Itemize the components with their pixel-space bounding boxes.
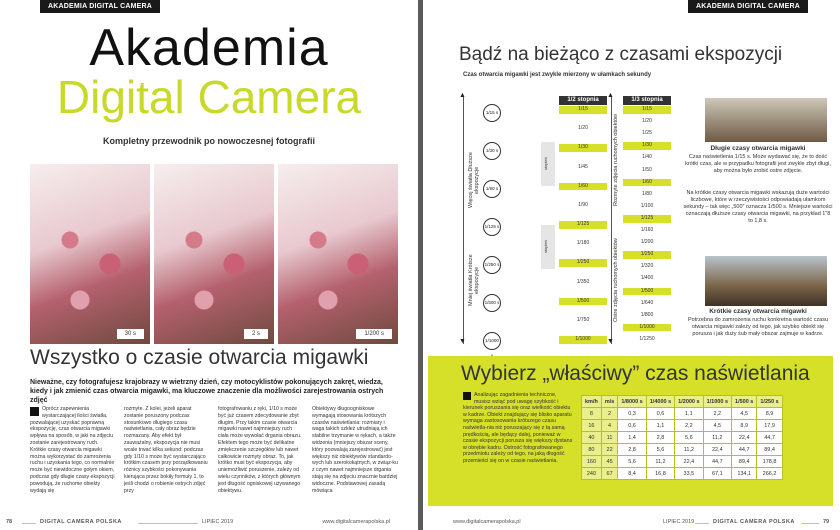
- table-header-cell: 1/500 s: [732, 396, 757, 408]
- table-cell: 4: [601, 420, 617, 432]
- table-cell: 4,5: [732, 408, 757, 420]
- half-stop-value: 1/30: [559, 144, 607, 152]
- table-cell: 11,2: [646, 456, 674, 468]
- lead-text: Nieważne, czy fotografujesz krajobrazy w wietrzny dzień, czy motocyklistów pokonujących zakręt, wiedza, kiedy i jak zmienić czas otwarcia migawki, ma kluczowe znaczenie dla możliwości zarejestrowania ostrych zdjęć: [30, 379, 384, 404]
- right-page: [423, 0, 840, 530]
- drop-square: [463, 392, 471, 400]
- header-third-stop: 1/3 stopnia: [623, 96, 671, 105]
- section-header: AKADEMIA DIGITAL CAMERA: [40, 0, 160, 13]
- third-stop-value: 1/40: [623, 154, 671, 162]
- half-stop-value: 1/15: [559, 106, 607, 114]
- subtitle: Kompletny przewodnik po nowoczesnej fotografii: [102, 136, 315, 146]
- table-cell: 11,2: [675, 444, 703, 456]
- half-stop-value: 1/350: [559, 279, 607, 287]
- photo-2: [154, 164, 274, 344]
- table-header-cell: km/h: [582, 396, 602, 408]
- table-cell: 44,7: [732, 444, 757, 456]
- third-stop-value: 1/100: [623, 203, 671, 211]
- photo-caption: 1/200 s: [356, 329, 392, 339]
- table-header-cell: 1/4000 s: [646, 396, 674, 408]
- body-column-2: rozmyte. Z kolei, jeżeli aparat zostanie poruszony podczas stosunkowo długiego czasu naświetlania, cały obraz będzie rozmazany. Aby efekt był zauważalny, ekspozycja nie musi wcale trwać kilka sekund: podczas gdy 1/10 s może być wystarczająco krótkim czasem przy porządkowaniu różnicy szybkości pokonywania kierująca przez bokiły formuły 1, to jeśli chodzi o robienie ostrych zdjęć przy: [124, 406, 208, 494]
- left-page: [0, 0, 418, 530]
- table-cell: 5,6: [646, 444, 674, 456]
- website: www.digitalcamerapolska.pl: [453, 519, 521, 525]
- footer: [423, 516, 840, 530]
- third-stop-value: 1/125: [623, 215, 671, 223]
- table-cell: 22,4: [732, 432, 757, 444]
- website: www.digitalcamerapolska.pl: [322, 519, 390, 525]
- third-stop-value: 1/1250: [623, 336, 671, 344]
- footer: [0, 516, 418, 530]
- table-cell: 4,5: [703, 420, 731, 432]
- blur-arrow: [611, 96, 612, 344]
- table-cell: 1,1: [646, 420, 674, 432]
- body-column-3: fotografowaniu z ręki, 1/10 s może być już czasem zdecydowanie zbyt długim. Przy takim czasie otwarcia migawki nawet najmniejszy ruch ciała może wywołać drgania obrazu. Efektem tego może być delikatne zmiękczenie szczegółów lub nawet całkowicie rozmyty obraz. To, jak krótko musi być ekspozycja, aby uniemożliwić poruszenie, zależy od wielu czynników, z których głównym jest długość ogniskowej używanego obiektywu.: [218, 406, 302, 494]
- footer-rule: [22, 523, 36, 524]
- table-body: [582, 408, 783, 480]
- table-cell: 67: [601, 468, 617, 480]
- stopwatch-icon: 1/500 s: [483, 294, 501, 312]
- third-stop-value: 1/640: [623, 300, 671, 308]
- table-header-cell: m/s: [601, 396, 617, 408]
- table-cell: 89,4: [732, 456, 757, 468]
- table-header-cell: 1/2000 s: [675, 396, 703, 408]
- band-label: stopień: [543, 157, 548, 171]
- third-stop-value: 1/80: [623, 191, 671, 199]
- exposure-arrow: [463, 96, 464, 344]
- chart-subtitle: Czas otwarcia migawki jest zwykle mierzony w ułamkach sekundy: [463, 72, 652, 78]
- table-cell: 5,6: [618, 456, 646, 468]
- table-cell: 8,9: [757, 408, 782, 420]
- arrow-up-icon: ▲: [459, 92, 466, 99]
- table-cell: 22: [601, 444, 617, 456]
- third-stop-value: 1/15: [623, 106, 671, 114]
- table-cell: 22,4: [703, 444, 731, 456]
- table-cell: 2,8: [618, 444, 646, 456]
- band-label: stopień: [543, 240, 548, 254]
- speed-table: [581, 395, 783, 480]
- table-cell: 134,1: [732, 468, 757, 480]
- long-exposure-title: Długie czasy otwarcia migawki: [710, 145, 806, 152]
- table-row: [582, 468, 783, 480]
- half-stop-value: 1/125: [559, 221, 607, 229]
- footer-rule: [801, 523, 819, 524]
- drop-square: [30, 407, 39, 416]
- half-stop-value: 1/90: [559, 202, 607, 210]
- table-header-row: [582, 396, 783, 408]
- label-more-light: Więcej światła Dłuższe ekspozycje: [468, 152, 480, 208]
- third-stop-value: 1/60: [623, 179, 671, 187]
- note-text: Na krótkie czasy otwarcia migawki wskazują duże wartości liczbowe, które w rzeczywistości odpowiadają ułamkom sekundy – tak więc „500” oznacza 1/500 s. Mniejsze wartości oznaczają dłuższe czasy otwarcia migawki, na przykład 1"8 to 1,8 s.: [683, 190, 833, 224]
- third-stop-value: 1/30: [623, 142, 671, 150]
- table-cell: 33,5: [675, 468, 703, 480]
- table-cell: 16: [582, 420, 602, 432]
- stopwatch-icon: 1/30 s: [483, 142, 501, 160]
- stopwatch-icon: 1/250 s: [483, 256, 501, 274]
- third-stop-value: 1/320: [623, 263, 671, 271]
- table-cell: 16,8: [646, 468, 674, 480]
- table-cell: 17,9: [757, 420, 782, 432]
- header-half-stop: 1/2 stopnia: [559, 96, 607, 105]
- table-cell: 240: [582, 468, 602, 480]
- long-exposure-text: Czas naświetlenia 1/15 s. Może wydawać się, że to dość krótki czas, ale w przypadku fotografii jest zwykle zbyt długi, aby można było zrobić ostre zdjęcie.: [685, 154, 831, 174]
- table-header-cell: 1/1000 s: [703, 396, 731, 408]
- table-cell: 45: [601, 456, 617, 468]
- stopwatch-icon: 1/15 s: [483, 104, 501, 122]
- page-number: 79: [823, 519, 830, 525]
- table-header-cell: 1/8000 s: [618, 396, 646, 408]
- third-stop-value: 1/25: [623, 130, 671, 138]
- body-text: Oprócz zapewnienia wystarczającej ilości światła, pozwalającej uzyskać poprawną ekspozycję, czas otwarcia migawki wpływa na sposób, w jaki na zdjęciu zostanie zarejestrowany ruch. Krótkie czasy otwarcia migawki można wykorzystać do zamrożenia ruchu i uzyskania tego, co normalnie może być niewidoczne gołym okiem, podczas gdy długie czasy ekspozycji powodują, że ruchome obiekty wydają się: [30, 406, 115, 494]
- half-stop-value: 1/180: [559, 240, 607, 248]
- table-cell: 8,4: [618, 468, 646, 480]
- table-row: [582, 432, 783, 444]
- table-cell: 0,6: [618, 420, 646, 432]
- section-heading: Wszystko o czasie otwarcia migawki: [30, 346, 369, 369]
- stopwatch-icon: 1/125 s: [483, 218, 501, 236]
- half-stop-value: 1/20: [559, 125, 607, 133]
- third-stop-value: 1/200: [623, 239, 671, 247]
- table-cell: 1,1: [675, 408, 703, 420]
- table-cell: 11,2: [703, 432, 731, 444]
- table-cell: 0,6: [646, 408, 674, 420]
- arrow-down-icon: ▼: [459, 338, 466, 345]
- panel-text: Analizując zagadnienia techniczne, musisz wziąć pod uwagę szybkość i kierunek poruszania się oraz wielkość obiektu w kadrze. Obiekt znajdujący się blisko aparatu wymaga zastosowania krótszego czasu naświetla-nia niż poruszający się z tą samą prędkością, ale będący dalej, ponieważ w czasie ekspozycji porusza się większy dystans w obrębie kadru. Ostrość fotografowanego przedmiotu zależy od tego, na jaką długość przemieści się on w czasie naświetlania.: [463, 392, 573, 464]
- third-stop-value: 1/160: [623, 227, 671, 235]
- table-cell: 67,1: [703, 468, 731, 480]
- long-exposure-photo: [705, 98, 827, 142]
- magazine-name: DIGITAL CAMERA POLSKA: [713, 519, 795, 525]
- third-stop-value: 1/500: [623, 288, 671, 296]
- table-cell: 2,2: [675, 420, 703, 432]
- short-exposure-text: Potrzebna do zamrożenia ruchu konkretna wartość czasu otwarcia migawki zależy od tego, jak szybko obiekt się porusza i jak duży śub mały obszar zajmuje w kadrze.: [687, 317, 829, 337]
- third-stop-value: 1/250: [623, 251, 671, 259]
- table-cell: 2,8: [646, 432, 674, 444]
- label-less-light: Mniej światła Krótsze ekspozycje: [468, 254, 480, 306]
- section-header: AKADEMIA DIGITAL CAMERA: [688, 0, 808, 13]
- title-line-1: Akademia: [89, 19, 329, 77]
- table-cell: 160: [582, 456, 602, 468]
- table-cell: 178,8: [757, 456, 782, 468]
- table-cell: 8: [582, 408, 602, 420]
- half-stop-value: 1/1000: [559, 336, 607, 344]
- table-cell: 0,3: [618, 408, 646, 420]
- body-column-1: [30, 406, 116, 494]
- photo-3: [278, 164, 398, 344]
- label-blurred: Rozmyte zdjęcia ruchomych obiektów: [613, 114, 619, 207]
- issue-date: LIPIEC 2019: [202, 519, 234, 525]
- short-exposure-photo: [705, 256, 827, 306]
- table-cell: 40: [582, 432, 602, 444]
- table-row: [582, 408, 783, 420]
- arrow-up-icon: ▲: [607, 92, 614, 99]
- table-cell: 1,4: [618, 432, 646, 444]
- table-cell: 8,9: [732, 420, 757, 432]
- table-cell: 44,7: [757, 432, 782, 444]
- half-stop-value: 1/45: [559, 164, 607, 172]
- table-row: [582, 456, 783, 468]
- half-stop-value: 1/250: [559, 259, 607, 267]
- third-stop-value: 1/400: [623, 275, 671, 283]
- footer-rule: [138, 523, 198, 524]
- stopwatch-icon: 1/1000: [483, 332, 501, 350]
- table-cell: 44,7: [703, 456, 731, 468]
- table-row: [582, 444, 783, 456]
- body-column-4: Obiektywy długoogniskowe wymagają stosowania krótszych czasów naświetlania: rozmiary i waga takich szkłeż utrudniają ich stabilne trzymanie w rękach, a także widzenia (mniejszy obszar sceny, który pozwalają zarejestrować) jest większy niż obiektywów standardo-wych lub szerokokątnych, w związ-ku z czym nawet najmniejsze drgania stają się na zdjęciu znacznie bardziej widoczne. Podstawowej zasadą mówiąca: [312, 406, 398, 494]
- photo-1: [30, 164, 150, 344]
- table-header-cell: 1/250 s: [757, 396, 782, 408]
- table-cell: 266,2: [757, 468, 782, 480]
- third-stop-value: 1/50: [623, 167, 671, 175]
- third-stop-value: 1/1000: [623, 324, 671, 332]
- title-line-2: Digital Camera: [56, 71, 362, 123]
- half-stop-value: 1/60: [559, 183, 607, 191]
- panel-title: Wybierz „właściwy” czas naświetlania: [461, 362, 810, 385]
- issue-date: LIPIEC 2019: [663, 519, 695, 525]
- chart-title: Bądź na bieżąco z czasami ekspozycji: [459, 44, 783, 65]
- arrow-down-icon: ▼: [607, 338, 614, 345]
- half-stop-value: 1/750: [559, 317, 607, 325]
- third-stop-value: 1/800: [623, 312, 671, 320]
- short-exposure-title: Krótkie czasy otwarcia migawki: [709, 308, 807, 315]
- table-cell: 11: [601, 432, 617, 444]
- table-cell: 2,2: [703, 408, 731, 420]
- footer-rule: [695, 523, 709, 524]
- label-sharp: Ostre zdjęcia ruchomych obiektów: [613, 238, 619, 322]
- photo-caption: 30 s: [117, 329, 144, 339]
- table-row: [582, 420, 783, 432]
- table-cell: 80: [582, 444, 602, 456]
- magazine-name: DIGITAL CAMERA POLSKA: [40, 519, 122, 525]
- photo-caption: 2 s: [244, 329, 268, 339]
- table-cell: 22,4: [675, 456, 703, 468]
- table-cell: 2: [601, 408, 617, 420]
- half-stop-value: 1/500: [559, 298, 607, 306]
- table-cell: 89,4: [757, 444, 782, 456]
- page-number: 78: [6, 519, 13, 525]
- panel-body: [463, 392, 573, 465]
- stopwatch-icon: 1/60 s: [483, 180, 501, 198]
- third-stop-value: 1/20: [623, 118, 671, 126]
- table-cell: 5,6: [675, 432, 703, 444]
